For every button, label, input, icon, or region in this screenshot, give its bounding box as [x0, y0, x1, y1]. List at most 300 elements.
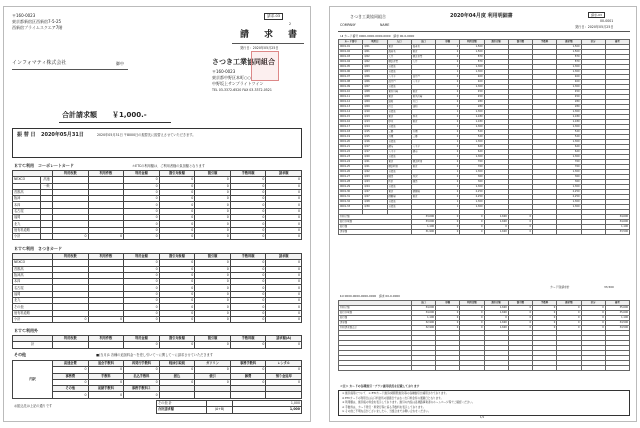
value-cell: 0: [88, 316, 124, 322]
note-line: ③ 利用額は、割引後の料金を表示しております。割引の内容は各道路事業者のホームページ等でご確認ください。: [342, 401, 475, 405]
value-cell: 4/03: [363, 65, 387, 70]
column-header: 請求額: [557, 40, 581, 45]
value-cell: 八王子: [411, 80, 435, 85]
invoice-title: 請 求 書: [240, 30, 301, 40]
value-cell: 0: [484, 316, 508, 321]
value-cell: 360: [557, 180, 581, 185]
etc-other-table: [12, 335, 302, 349]
value-cell: 0: [195, 316, 231, 322]
value-cell: 0: [533, 306, 557, 311]
value-cell: 0: [460, 311, 484, 316]
value-cell: 0: [88, 379, 124, 385]
sender-address-2: 西新宿プライムスクエア7階: [12, 25, 63, 30]
value-cell: 0: [266, 202, 302, 208]
value-cell: 400: [557, 75, 581, 80]
value-cell: 1,600: [484, 306, 508, 311]
value-cell: 東京: [411, 195, 435, 200]
column-header: 割引額: [508, 40, 532, 45]
value-cell: 所沢: [411, 175, 435, 180]
value-cell: 首都高: [387, 140, 411, 145]
column-header: 車種: [436, 301, 460, 306]
value-cell: 所沢: [387, 180, 411, 185]
value-cell: 0: [124, 310, 160, 316]
value-cell: 0: [508, 311, 532, 316]
value-cell: 0: [124, 208, 160, 214]
value-cell: 0: [266, 304, 302, 310]
value-cell: 0: [53, 233, 89, 239]
value-cell: 0: [230, 279, 266, 285]
value-cell: 0: [159, 233, 195, 239]
value-cell: 浦和: [411, 105, 435, 110]
value-cell: 4/13: [363, 120, 387, 125]
value-cell: 0: [124, 298, 160, 304]
column-header: 手数料: [533, 301, 557, 306]
value-cell: 4/15: [363, 130, 387, 135]
value-cell: 御殿場: [411, 190, 435, 195]
value-cell: 760: [557, 165, 581, 170]
value-cell: 0: [508, 225, 532, 230]
value-cell: 2: [436, 60, 460, 65]
value-cell: [159, 392, 195, 398]
column-header: 割引対象額: [159, 254, 195, 260]
column-header: 利用金額: [460, 301, 484, 306]
column-header: 備考: [605, 301, 629, 306]
value-cell: 0: [436, 220, 460, 225]
value-cell: 1,600: [484, 220, 508, 225]
etc-corporate-title: ＥＴＣ利用 コーポレートカード: [14, 163, 74, 168]
value-cell: [581, 366, 605, 371]
value-cell: 1: [436, 70, 460, 75]
value-cell: 450: [460, 95, 484, 100]
value-cell: 0001-25: [339, 165, 363, 170]
value-cell: 0: [159, 310, 195, 316]
value-cell: 0001-03: [339, 55, 363, 60]
value-cell: 0001-23: [339, 155, 363, 160]
value-cell: 4/23: [363, 175, 387, 180]
column-header: 備考: [605, 40, 629, 45]
value-cell: 0001-26: [339, 170, 363, 175]
statement-title: 2020年04月度 利用明細書: [450, 13, 513, 19]
value-cell: 東京: [387, 190, 411, 195]
value-cell: 4/15: [363, 135, 387, 140]
value-cell: 400: [460, 75, 484, 80]
value-cell: 620: [460, 150, 484, 155]
value-cell: 0: [124, 215, 160, 221]
value-cell: 0: [533, 311, 557, 316]
row-label: 小計: [13, 233, 41, 239]
row-sublabel: [41, 233, 53, 239]
statement-issuer: さつき工業協同組合: [350, 14, 386, 19]
column-header: 手数料額: [230, 336, 266, 342]
value-cell: 横浜町田: [411, 160, 435, 165]
value-cell: 0: [557, 306, 581, 311]
value-cell: 八王子: [411, 145, 435, 150]
value-cell: 1,100: [411, 225, 435, 230]
total-label: 合計請求額: [62, 111, 97, 119]
value-cell: 0: [508, 321, 532, 326]
row-label: 名古屋: [13, 208, 41, 214]
value-cell: 0: [159, 379, 195, 385]
column-header: 出口: [411, 301, 435, 306]
table-row: [13, 392, 302, 398]
value-cell: 34,000: [411, 311, 435, 316]
value-cell: 東名川崎: [387, 90, 411, 95]
value-cell: 0: [53, 367, 89, 373]
value-cell: 0001-19: [339, 135, 363, 140]
table-row: [339, 366, 630, 371]
value-cell: 2: [436, 80, 460, 85]
value-cell: 870: [460, 55, 484, 60]
column-header: 割引額: [508, 301, 532, 306]
row-label: NEXCO: [13, 260, 53, 266]
statement-detail-table: [338, 39, 630, 235]
value-cell: 東名川崎: [411, 95, 435, 100]
column-header: 利用枚数: [53, 171, 89, 177]
issuer-address-2: 中野坂上サンブライトツイン: [212, 81, 264, 86]
other-side-label: 内訳: [13, 361, 53, 399]
issuer-tel: TEL 03-3372-6520 FAX 03-3372-0521: [212, 88, 272, 92]
recipient-name: インフォマティ株式会社: [12, 60, 67, 66]
value-cell: 川口: [387, 105, 411, 110]
column-header: 前納手数料: [88, 386, 124, 392]
column-header: 請求額: [557, 301, 581, 306]
column-header: 事務費: [53, 373, 89, 379]
value-cell: 0: [460, 215, 484, 220]
company-label: COMPANY: [340, 23, 356, 27]
value-cell: 0: [460, 316, 484, 321]
row-label: 計: [13, 342, 53, 348]
due-note: 2020年05月31日 〒8000日の振替先に振替えさせていただきます。: [97, 133, 196, 137]
value-cell: 2: [436, 55, 460, 60]
value-cell: 東京: [387, 115, 411, 120]
value-cell: 0: [195, 183, 231, 189]
value-cell: 1: [436, 155, 460, 160]
column-header: 割引額: [195, 336, 231, 342]
value-cell: 34,600: [605, 220, 629, 225]
value-cell: 0: [266, 266, 302, 272]
value-cell: 海老名: [411, 45, 435, 50]
value-cell: 八王子: [387, 75, 411, 80]
column-header: 手数料額: [230, 254, 266, 260]
column-header: 利用金額: [124, 336, 160, 342]
value-cell: 0: [557, 316, 581, 321]
value-cell: 4/09: [363, 100, 387, 105]
row-label: 福岡: [13, 215, 41, 221]
value-cell: 1,600: [484, 215, 508, 220]
value-cell: 1,300: [557, 205, 581, 210]
value-cell: [339, 366, 412, 371]
value-cell: 1,500: [460, 45, 484, 50]
value-cell: 0001-28: [339, 180, 363, 185]
value-cell: 1: [436, 85, 460, 90]
value-cell: 0001-02: [339, 50, 363, 55]
value-cell: 0: [53, 316, 89, 322]
value-cell: 1,180: [557, 120, 581, 125]
value-cell: 横浜町田: [387, 165, 411, 170]
value-cell: 4/01: [363, 45, 387, 50]
value-cell: 0: [195, 260, 231, 266]
value-cell: 0: [159, 342, 195, 348]
value-cell: 0: [195, 304, 231, 310]
value-cell: 東京: [387, 160, 411, 165]
value-cell: 0: [266, 208, 302, 214]
value-cell: 0001-01: [339, 45, 363, 50]
value-cell: 0: [195, 291, 231, 297]
value-cell: 620: [557, 150, 581, 155]
value-cell: 0: [266, 316, 302, 322]
other-charges-table: [12, 360, 302, 399]
value-cell: 0: [436, 215, 460, 220]
value-cell: 4/08: [363, 95, 387, 100]
value-cell: 0001-08: [339, 80, 363, 85]
value-cell: 4/22: [363, 170, 387, 175]
value-cell: 0001-14: [339, 110, 363, 115]
column-header: 手数料額: [230, 171, 266, 177]
value-cell: 高井戸: [387, 80, 411, 85]
value-cell: 4/03: [363, 70, 387, 75]
value-cell: 海老名: [387, 50, 411, 55]
value-cell: 0: [557, 321, 581, 326]
value-cell: 0: [436, 321, 460, 326]
value-cell: 1,300: [460, 170, 484, 175]
other-charges-note: ■(当月)1 各種の追加料金〜を差し引いて〜に関して〜に請求させていただきます: [96, 353, 213, 357]
value-cell: 東京: [411, 120, 435, 125]
column-header: 割引対象: [484, 40, 508, 45]
value-cell: 360: [460, 175, 484, 180]
grand-total-mark: (A+B): [207, 407, 233, 413]
value-cell: 0: [159, 202, 195, 208]
value-cell: 1,300: [557, 85, 581, 90]
value-cell: 0: [124, 279, 160, 285]
value-cell: 0001-32: [339, 200, 363, 205]
value-cell: 0: [436, 306, 460, 311]
value-cell: 4/02: [363, 60, 387, 65]
value-cell: [508, 366, 532, 371]
value-cell: 首都高: [387, 185, 411, 190]
value-cell: 0001-29: [339, 185, 363, 190]
value-cell: 0001-11: [339, 95, 363, 100]
column-header: レンタル: [266, 361, 302, 367]
value-cell: 練馬: [387, 175, 411, 180]
value-cell: 0: [159, 304, 195, 310]
value-cell: [195, 392, 231, 398]
value-cell: 4/07: [363, 85, 387, 90]
footer-note: お振込先は上記の通りです: [14, 404, 53, 408]
value-cell: 0: [460, 225, 484, 230]
value-cell: 0001-31: [339, 195, 363, 200]
value-cell: 360: [460, 180, 484, 185]
value-cell: 0: [266, 260, 302, 266]
value-cell: 2: [436, 195, 460, 200]
value-cell: 0001-20: [339, 140, 363, 145]
value-cell: 1,300: [557, 70, 581, 75]
value-cell: 0: [460, 321, 484, 326]
value-cell: 32,900: [411, 321, 435, 326]
value-cell: 520: [460, 135, 484, 140]
value-cell: 0: [195, 189, 231, 195]
value-cell: 2: [436, 95, 460, 100]
value-cell: 2: [436, 50, 460, 55]
value-cell: 0: [195, 221, 231, 227]
grand-total-value: 1,000: [233, 407, 302, 413]
due-date-box: [12, 128, 302, 158]
value-cell: 4/13: [363, 115, 387, 120]
value-cell: 0: [124, 221, 160, 227]
value-cell: 0: [195, 279, 231, 285]
value-cell: 0: [266, 215, 302, 221]
due-date: 2020年05月31日: [41, 132, 84, 138]
value-cell: 1: [436, 205, 460, 210]
value-cell: 東京: [411, 90, 435, 95]
statement-page-footer: 1/1: [480, 416, 485, 419]
value-cell: 0: [124, 285, 160, 291]
value-cell: 0: [195, 379, 231, 385]
statement-page-number: 00-0001: [600, 19, 614, 23]
value-cell: 0: [124, 183, 160, 189]
value-cell: 東京: [411, 165, 435, 170]
row-label: 首都高: [13, 266, 53, 272]
value-cell: 0: [508, 306, 532, 311]
value-cell: 2: [436, 190, 460, 195]
card-total-value: 33,500: [604, 285, 614, 289]
value-cell: 1,300: [557, 200, 581, 205]
table-row: [339, 230, 630, 235]
issuer-name: さつき工業協同組合: [212, 58, 275, 66]
value-cell: [266, 392, 302, 398]
value-cell: 0: [557, 326, 581, 331]
value-cell: 0: [159, 279, 195, 285]
value-cell: 35,600: [605, 306, 629, 311]
value-cell: 4/17: [363, 145, 387, 150]
value-cell: 2: [436, 180, 460, 185]
value-cell: 760: [460, 165, 484, 170]
value-cell: 4/27: [363, 190, 387, 195]
value-cell: 0: [557, 311, 581, 316]
value-cell: 0: [230, 177, 266, 183]
value-cell: 厚木: [411, 115, 435, 120]
value-cell: 1,600: [484, 230, 508, 235]
value-cell: 280: [460, 100, 484, 105]
value-cell: 0: [266, 272, 302, 278]
value-cell: 4/20: [363, 155, 387, 160]
value-cell: 調布: [411, 150, 435, 155]
value-cell: 0: [88, 233, 124, 239]
value-cell: 0: [195, 208, 231, 214]
issue-date: 発行日：2020年05月25日: [240, 46, 279, 50]
value-cell: 2: [436, 145, 460, 150]
value-cell: 1,600: [484, 326, 508, 331]
column-header: カード番号: [339, 40, 363, 45]
value-cell: 0: [195, 215, 231, 221]
value-cell: 0: [460, 230, 484, 235]
column-header: 高速会費: [53, 361, 89, 367]
value-cell: 4/21: [363, 165, 387, 170]
value-cell: 0: [230, 202, 266, 208]
summary-label: 割引額: [339, 316, 412, 321]
value-cell: 2: [436, 90, 460, 95]
value-cell: 1,500: [557, 50, 581, 55]
value-cell: 東京: [411, 50, 435, 55]
value-cell: 0: [533, 316, 557, 321]
value-cell: 2: [436, 45, 460, 50]
value-cell: [581, 230, 605, 235]
value-cell: 34,500: [605, 321, 629, 326]
value-cell: 32,900: [411, 326, 435, 331]
value-cell: 2: [436, 115, 460, 120]
value-cell: 450: [557, 90, 581, 95]
value-cell: 4/16: [363, 140, 387, 145]
value-cell: 0: [484, 225, 508, 230]
value-cell: 4/08: [363, 90, 387, 95]
value-cell: 1,500: [460, 50, 484, 55]
row-label: 福岡: [13, 291, 53, 297]
value-cell: 0: [508, 316, 532, 321]
value-cell: 0: [230, 298, 266, 304]
value-cell: 0: [124, 304, 160, 310]
value-cell: 0: [124, 367, 160, 373]
column-header: 軽油引取税: [159, 361, 195, 367]
value-cell: 0: [124, 189, 160, 195]
value-cell: 2,250: [460, 190, 484, 195]
summary-label: 利用金額: [339, 306, 412, 311]
issuer-address-1: 東京都中野区本町○○: [212, 75, 251, 80]
row-label: 阪神: [13, 196, 41, 202]
value-cell: 0: [159, 196, 195, 202]
row-label: 首都高: [13, 189, 41, 195]
value-cell: [411, 366, 435, 371]
sender-postal: 〒160-0023: [12, 13, 36, 18]
value-cell: 0: [266, 298, 302, 304]
value-cell: 0001-05: [339, 65, 363, 70]
value-cell: 0: [53, 379, 89, 385]
value-cell: 0001-13: [339, 105, 363, 110]
value-cell: 浦和: [387, 100, 411, 105]
value-cell: 0: [460, 326, 484, 331]
value-cell: 1,300: [557, 65, 581, 70]
value-cell: 0: [533, 326, 557, 331]
value-cell: 1,300: [557, 140, 581, 145]
column-header: 出口: [411, 40, 435, 45]
column-header: 利用枚数: [53, 336, 89, 342]
company-name: NAME: [380, 23, 390, 27]
value-cell: 0: [159, 189, 195, 195]
value-cell: 0001-09: [339, 85, 363, 90]
notes-box: [338, 390, 630, 416]
other-charges-title: その他: [14, 352, 26, 357]
value-cell: 0: [230, 233, 266, 239]
row-label: NEXCO: [13, 177, 41, 183]
value-cell: 0001-04: [339, 60, 363, 65]
summary-label: 割引対象額: [339, 220, 412, 225]
value-cell: 首都高: [387, 65, 411, 70]
value-cell: 調布: [387, 145, 411, 150]
statement-summary-table: [338, 300, 630, 371]
column-header: 利用金額: [124, 171, 160, 177]
notes-title: ＜注＞ カードの各種割引・プラン適用状況を記載しております: [340, 384, 420, 388]
value-cell: 4/24: [363, 185, 387, 190]
invoice-page: [3, 6, 311, 422]
value-cell: 三郷: [411, 135, 435, 140]
value-cell: 35,600: [605, 311, 629, 316]
value-cell: 4/27: [363, 195, 387, 200]
other-subtotal-label: その他 計: [157, 401, 207, 407]
column-header: 退会手数料: [88, 361, 124, 367]
value-cell: 0001-12: [339, 100, 363, 105]
column-header: 利用枚数: [53, 254, 89, 260]
note-line: ① 割引適用について ① ETCカード割引(時間帯割引)等の各種割引が適用されております。: [342, 392, 449, 395]
column-header: 利用件数: [88, 254, 124, 260]
column-header: 区分: [581, 301, 605, 306]
